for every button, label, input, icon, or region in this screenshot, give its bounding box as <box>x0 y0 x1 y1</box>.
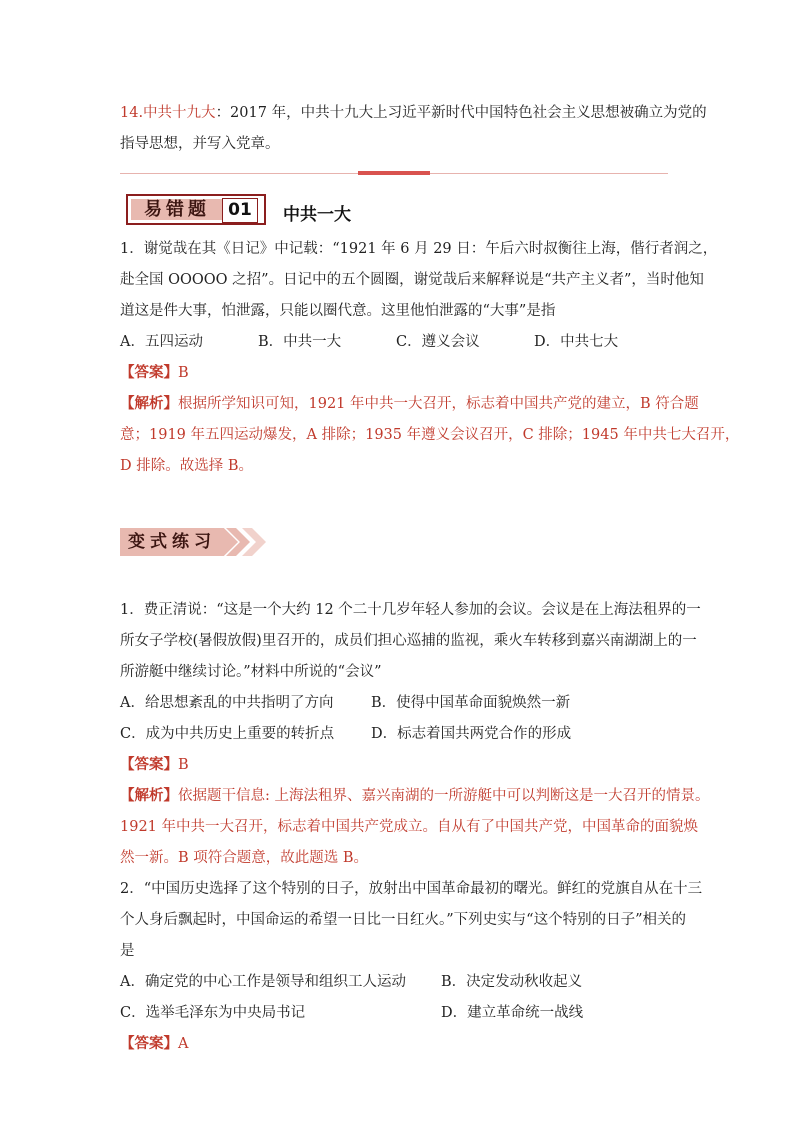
answer-value: B <box>178 365 189 381</box>
q2-line-2: 所女子学校(暑假放假)里召开的，成员们担心巡捕的监视，乘火车转移到嘉兴南湖湖上的一 <box>120 633 697 649</box>
analysis-text: 根据所学知识可知，1921 年中共一大召开，标志着中国共产党的建立，B 符合题 <box>178 396 699 412</box>
q1-line-2: 赴全国 OOOOO 之招”。日记中的五个圆圈，谢觉哉后来解释说是“共产主义者”，当时他知 <box>120 272 704 288</box>
q3-option-d: D．建立革命统一战线 <box>441 1005 584 1021</box>
q2-analysis-line-2: 1921 年中共一大召开，标志着中国共产党成立。自从有了中国共产党，中国革命的面貌焕 <box>120 819 699 835</box>
q1-analysis-line-3: D 排除。故选择 B。 <box>120 458 253 474</box>
q1-line-1: 1．谢觉哉在其《日记》中记载：“1921 年 6 月 29 日：午后六时叔衡往上海，偕行者润之， <box>120 241 718 257</box>
answer-value: B <box>178 757 189 773</box>
q3-option-c: C．选举毛泽东为中央局书记 <box>120 1005 306 1021</box>
q2-line-1: 1．费正清说：“这是一个大约 12 个二十几岁年轻人参加的会议。会议是在上海法租界的一 <box>120 602 701 618</box>
analysis-tag: 【解析】 <box>120 395 178 412</box>
q1-option-a: A．五四运动 <box>120 334 203 350</box>
variant-header-label: 变式练习 <box>128 532 216 552</box>
q2-option-c: C．成为中共历史上重要的转折点 <box>120 726 335 742</box>
q2-line-3: 所游艇中继续讨论。”材料中所说的“会议” <box>120 664 382 680</box>
q2-option-d: D．标志着国共两党合作的形成 <box>371 726 572 742</box>
q1-analysis-line-2: 意；1919 年五四运动爆发，A 排除；1935 年遵义会议召开，C 排除；1945 年中共七大召开， <box>120 427 740 443</box>
q3-line-2: 个人身后飘起时，中国命运的希望一日比一日红火。”下列史实与“这个特别的日子”相关的 <box>120 912 686 928</box>
analysis-text: 依据题干信息: 上海法租界、嘉兴南湖的一所游艇中可以判断这是一大召开的情景。 <box>178 788 710 804</box>
intro-line-2: 指导思想，并写入党章。 <box>120 136 280 152</box>
q1-option-d: D．中共七大 <box>534 334 619 350</box>
q1-option-b: B．中共一大 <box>258 334 342 350</box>
q2-analysis-line-1 <box>120 786 710 806</box>
q3-answer <box>120 1034 188 1054</box>
q3-line-3: 是 <box>120 943 135 959</box>
intro-text: ：2017 年，中共十九大上习近平新时代中国特色社会主义思想被确立为党的 <box>215 105 707 121</box>
q2-analysis-line-3: 然一新。B 项符合题意，故此题选 B。 <box>120 850 369 866</box>
intro-label: 14.中共十九大 <box>120 105 216 121</box>
q2-option-a: A．给思想紊乱的中共指明了方向 <box>120 695 334 711</box>
q1-answer <box>120 363 189 383</box>
answer-tag: 【答案】 <box>120 364 178 381</box>
q2-answer <box>120 755 189 775</box>
q1-option-c: C．遵义会议 <box>396 334 480 350</box>
analysis-tag: 【解析】 <box>120 787 178 804</box>
answer-tag: 【答案】 <box>120 1035 178 1052</box>
q3-option-b: B．决定发动秋收起义 <box>441 974 583 990</box>
q1-analysis-line-1 <box>120 394 699 414</box>
answer-tag: 【答案】 <box>120 756 178 773</box>
section-number: 01 <box>222 198 258 223</box>
section-title: 中共一大 <box>283 205 351 225</box>
answer-value: A <box>178 1036 189 1052</box>
section-header-box <box>126 194 266 225</box>
q2-option-b: B．使得中国革命面貌焕然一新 <box>371 695 571 711</box>
section-tag: 易错题 <box>131 199 223 220</box>
q3-option-a: A．确定党的中心工作是领导和组织工人运动 <box>120 974 406 990</box>
q3-line-1: 2．“中国历史选择了这个特别的日子，放射出中国革命最初的曙光。鲜红的党旗自从在十三 <box>120 881 703 897</box>
divider-accent <box>358 171 430 175</box>
intro-line-1 <box>120 103 707 123</box>
q1-line-3: 道这是件大事，怕泄露，只能以圈代意。这里他怕泄露的“大事”是指 <box>120 303 556 319</box>
